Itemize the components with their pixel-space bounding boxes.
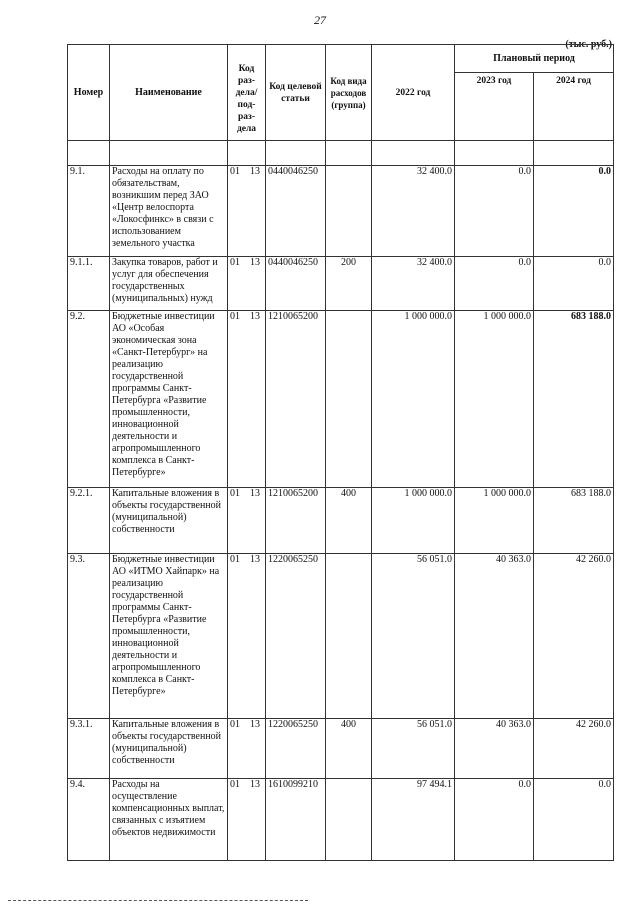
row-2023: 0.0 bbox=[455, 779, 534, 861]
header-spacer bbox=[68, 141, 614, 166]
row-2023: 40 363.0 bbox=[455, 554, 534, 719]
row-target: 1210065200 bbox=[266, 311, 326, 488]
row-2024: 0.0 bbox=[534, 166, 614, 257]
row-number: 9.2.1. bbox=[68, 488, 110, 554]
row-number: 9.3. bbox=[68, 554, 110, 719]
row-group bbox=[326, 554, 372, 719]
row-section: 01 13 bbox=[228, 779, 266, 861]
row-section: 01 13 bbox=[228, 166, 266, 257]
row-number: 9.4. bbox=[68, 779, 110, 861]
table-row bbox=[68, 719, 614, 779]
row-2023: 0.0 bbox=[455, 257, 534, 311]
table-row bbox=[68, 257, 614, 311]
row-2023: 1 000 000.0 bbox=[455, 488, 534, 554]
row-number: 9.3.1. bbox=[68, 719, 110, 779]
row-section: 01 13 bbox=[228, 311, 266, 488]
row-name: Расходы на осуществление компенсационных выплат, связанных с изъятием объектов недвижимости bbox=[110, 779, 228, 861]
row-2024: 683 188.0 bbox=[534, 311, 614, 488]
header-name: Наименование bbox=[110, 45, 228, 141]
header-target: Код целевой статьи bbox=[266, 45, 326, 141]
header-group: Код вида расходов (группа) bbox=[326, 45, 372, 141]
row-number: 9.2. bbox=[68, 311, 110, 488]
row-group bbox=[326, 311, 372, 488]
row-name: Капитальные вложения в объекты государственной (муниципальной) собственности bbox=[110, 719, 228, 779]
row-2022: 1 000 000.0 bbox=[372, 488, 455, 554]
unit-label: (тыс. руб.) bbox=[565, 39, 612, 50]
row-section: 01 13 bbox=[228, 488, 266, 554]
table-row bbox=[68, 488, 614, 554]
row-2023: 0.0 bbox=[455, 166, 534, 257]
row-2024: 0.0 bbox=[534, 257, 614, 311]
row-2023: 40 363.0 bbox=[455, 719, 534, 779]
row-2024: 0.0 bbox=[534, 779, 614, 861]
budget-table bbox=[67, 44, 614, 861]
table-row bbox=[68, 554, 614, 719]
row-target: 1220065250 bbox=[266, 719, 326, 779]
header-section: Код раз-дела/ под-раз-дела bbox=[228, 45, 266, 141]
row-number: 9.1.1. bbox=[68, 257, 110, 311]
row-group bbox=[326, 779, 372, 861]
row-2022: 32 400.0 bbox=[372, 257, 455, 311]
row-2024: 42 260.0 bbox=[534, 554, 614, 719]
row-name: Бюджетные инвестиции АО «Особая экономическая зона «Санкт-Петербург» на реализацию государственной программы Санкт-Петербурга «Развитие промышленности, инновационной деятельности и агропромышленного комплекса в Санкт-Петербурге» bbox=[110, 311, 228, 488]
row-2022: 32 400.0 bbox=[372, 166, 455, 257]
row-2022: 1 000 000.0 bbox=[372, 311, 455, 488]
header-2023: 2023 год bbox=[455, 73, 534, 141]
row-2022: 97 494.1 bbox=[372, 779, 455, 861]
row-name: Расходы на оплату по обязательствам, возникшим перед ЗАО «Центр велоспорта «Локосфинкс» в связи с использованием земельного участка bbox=[110, 166, 228, 257]
row-number: 9.1. bbox=[68, 166, 110, 257]
table-row bbox=[68, 166, 614, 257]
row-section: 01 13 bbox=[228, 554, 266, 719]
row-group bbox=[326, 166, 372, 257]
row-target: 1210065200 bbox=[266, 488, 326, 554]
row-group: 200 bbox=[326, 257, 372, 311]
row-2024: 683 188.0 bbox=[534, 488, 614, 554]
row-group: 400 bbox=[326, 488, 372, 554]
row-name: Закупка товаров, работ и услуг для обеспечения государственных (муниципальных) нужд bbox=[110, 257, 228, 311]
row-name: Бюджетные инвестиции АО «ИТМО Хайпарк» на реализацию государственной программы Санкт-Петербурга «Развитие промышленности, инновационной деятельности и агропромышленного комплекса в Санкт-Петербурге» bbox=[110, 554, 228, 719]
table-row bbox=[68, 311, 614, 488]
header-planned: Плановый период bbox=[455, 45, 614, 73]
row-2024: 42 260.0 bbox=[534, 719, 614, 779]
header-number: Номер bbox=[68, 45, 110, 141]
row-section: 01 13 bbox=[228, 257, 266, 311]
header-2022: 2022 год bbox=[372, 45, 455, 141]
row-section: 01 13 bbox=[228, 719, 266, 779]
header-2024: 2024 год bbox=[534, 73, 614, 141]
scan-edge-line bbox=[8, 900, 308, 902]
row-target: 1610099210 bbox=[266, 779, 326, 861]
row-name: Капитальные вложения в объекты государственной (муниципальной) собственности bbox=[110, 488, 228, 554]
row-target: 0440046250 bbox=[266, 166, 326, 257]
row-target: 0440046250 bbox=[266, 257, 326, 311]
page-number: 27 bbox=[314, 13, 326, 27]
row-group: 400 bbox=[326, 719, 372, 779]
row-target: 1220065250 bbox=[266, 554, 326, 719]
row-2022: 56 051.0 bbox=[372, 554, 455, 719]
table-row bbox=[68, 779, 614, 861]
row-2023: 1 000 000.0 bbox=[455, 311, 534, 488]
row-2022: 56 051.0 bbox=[372, 719, 455, 779]
